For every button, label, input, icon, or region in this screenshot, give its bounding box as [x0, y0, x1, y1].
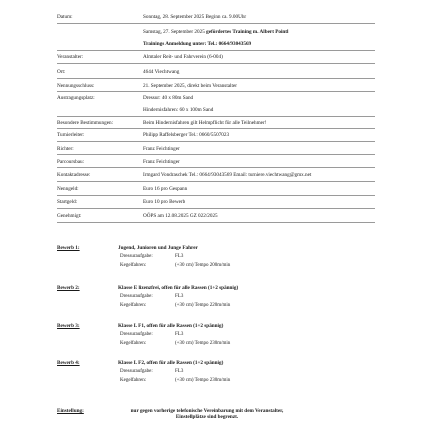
value-ort: 4644 Viechtwang: [143, 69, 180, 75]
divider: [57, 167, 375, 168]
bewerb-1-kegel-value: (+30 cm) Tempo 200m/min: [175, 263, 231, 268]
bewerb-4-dressur-value: FL3: [175, 369, 184, 374]
einstellung-text: nur gegen vorherige telefonische Vereinbarung mit dem Veranstalter, Einstellplätze sind begrenzt.: [130, 408, 284, 420]
bewerb-3-kegel-value: (+30 cm) Tempo 230m/min: [175, 341, 231, 346]
label-ort: Ort:: [57, 69, 66, 75]
einstellung-label: Einstellung:: [57, 408, 84, 414]
bewerb-3-label: Bewerb 3:: [57, 323, 80, 329]
divider: [57, 63, 375, 64]
bewerb-4-label: Bewerb 4:: [57, 360, 80, 366]
bewerb-1-title: Jugend, Junioren und Junge Fahrer: [118, 245, 198, 251]
bewerb-1-kegel-label: Kegelfahren:: [120, 263, 147, 268]
label-besondere-bestimmungen: Besondere Bestimmungen:: [57, 120, 114, 126]
value-parcoursbau: Franz Feichtinger: [143, 159, 180, 165]
bewerb-2-label: Bewerb 2:: [57, 285, 80, 291]
bewerb-4-dressur-label: Dressuraufgabe:: [120, 369, 153, 374]
value-datum-line2: Samstag, 27. September 2025 gefördertes Training m. Albert Pointl: [143, 29, 289, 35]
value-dressur-platz: Dressur: 40 x 80m Sand: [143, 95, 194, 101]
divider: [57, 154, 375, 155]
value-kontaktadresse: Irmgard Vondraschek Tel.: 0664/93043569 Email: turniere.viechtwang@gmx.net: [143, 172, 312, 178]
value-veranstalter: Almtaler Reit- und Fahrverein (6-004): [143, 54, 223, 60]
bewerb-2-dressur-label: Dressuraufgabe:: [120, 294, 153, 299]
label-nennungsschluss: Nennungsschluss:: [57, 83, 95, 89]
bewerb-2-dressur-value: FL3: [175, 294, 184, 299]
bewerb-4-kegel-value: (+30 cm) Tempo 230m/min: [175, 378, 231, 383]
value-nenngeld: Euro 16 pro Gespann: [143, 186, 188, 192]
bewerb-1-label: Bewerb 1:: [57, 245, 80, 251]
divider: [57, 181, 375, 182]
label-datum: Datum:: [57, 14, 73, 20]
bewerb-3-dressur-value: FL3: [175, 332, 184, 337]
value-datum-line1: Sonntag, 28. September 2025 Beginn ca. 9.00Uhr: [143, 14, 247, 20]
value-turnierleiter: Philipp Raffelsberger Tel.: 0660/5507023: [143, 132, 230, 138]
divider: [57, 141, 375, 142]
divider: [57, 91, 375, 92]
label-turnierleiter: Turnierleiter:: [57, 132, 85, 138]
label-richter: Richter:: [57, 146, 74, 152]
divider: [57, 116, 375, 117]
value-genehmigt: OÖPS am 12.08.2025 GZ 022/2025: [143, 213, 218, 219]
bewerb-1-dressur-value: FL3: [175, 254, 184, 259]
divider: [57, 50, 375, 51]
divider: [57, 208, 375, 209]
bewerb-4-kegel-label: Kegelfahren:: [120, 378, 147, 383]
divider: [57, 222, 375, 223]
value-startgeld: Euro 10 pro Bewerb: [143, 199, 186, 205]
bewerb-3-title: Klasse L F1, offen für alle Rassen (1+2 spännig): [118, 323, 224, 329]
bewerb-3-dressur-label: Dressuraufgabe:: [120, 332, 153, 337]
value-richter: Franz Feichtinger: [143, 146, 180, 152]
label-nenngeld: Nenngeld:: [57, 186, 79, 192]
bewerb-4-title: Klasse L F2, offen für alle Rassen (1+2 spännig): [118, 360, 224, 366]
divider: [57, 23, 375, 24]
label-startgeld: Startgeld:: [57, 199, 78, 205]
label-austragungsplatz: Austragungsplatz:: [57, 95, 95, 101]
value-training-anmeldung: Trainings Anmeldung unter: Tel.: 0664/93043569: [143, 41, 252, 47]
label-veranstalter: Veranstalter:: [57, 54, 84, 60]
training-highlight: gefördertes Training m. Albert Pointl: [206, 29, 289, 35]
label-kontaktadresse: Kontaktadresse:: [57, 172, 91, 178]
value-nennungsschluss: 21. September 2025, direkt beim Veranstalter: [143, 83, 237, 89]
label-parcoursbau: Parcoursbau:: [57, 159, 85, 165]
bewerb-1-dressur-label: Dressuraufgabe:: [120, 254, 153, 259]
divider: [57, 78, 375, 79]
bewerb-2-kegel-value: (+30 cm) Tempo 220m/min: [175, 303, 231, 308]
value-besondere-bestimmungen: Beim Hindernisfahren gilt Helmpflicht für alle Teilnehmer!: [143, 120, 267, 126]
bewerb-3-kegel-label: Kegelfahren:: [120, 341, 147, 346]
value-hindernis-platz: Hindernisfahren: 60 x 100m Sand: [143, 107, 214, 113]
bewerb-2-kegel-label: Kegelfahren:: [120, 303, 147, 308]
divider: [57, 195, 375, 196]
bewerb-2-title: Klasse E lizenzfrei, offen für alle Rassen (1+2 spännig): [118, 285, 239, 291]
divider: [57, 128, 375, 129]
label-genehmigt: Genehmigt:: [57, 213, 82, 219]
